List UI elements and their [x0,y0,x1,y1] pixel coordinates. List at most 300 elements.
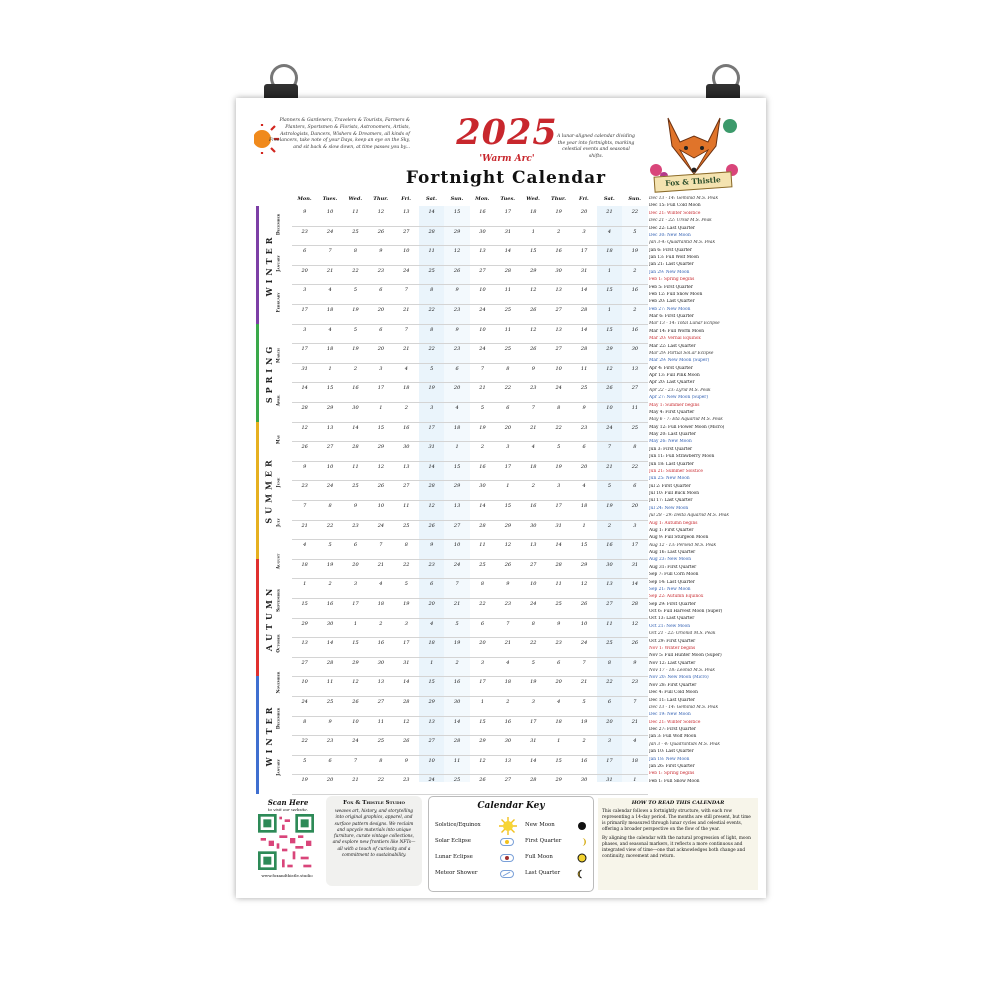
day-cell: 5 [328,542,332,549]
day-cell: 20 [453,385,461,392]
day-cell: 3 [303,287,307,294]
day-cell: 24 [326,228,334,235]
weekday-header: Sun. [628,196,641,202]
event-item: Aug 1: First Quarter [649,527,694,533]
day-cell: 8 [506,365,510,372]
event-item: Apr 20: Last Quarter [649,380,695,386]
day-cell: 19 [631,248,639,255]
day-cell: 20 [606,718,613,725]
day-cell: 6 [328,757,332,764]
day-cell: 7 [404,326,408,333]
how-to-read-box [598,798,758,890]
event-item: Feb 1: Spring begins [649,771,695,777]
fortnight-row [292,539,648,560]
day-cell: 31 [555,522,562,529]
day-cell: 13 [606,581,613,588]
day-cell: 27 [530,561,537,568]
day-cell: 2 [633,307,637,313]
day-cell: 22 [631,463,639,470]
lunar-eclipse-icon [500,854,514,862]
day-cell: 17 [352,601,359,607]
event-item: Dec 19: New Moon [649,712,691,718]
weekday-header: Wed. [526,196,540,202]
month-label: March [275,348,281,363]
event-item: Jan 3-4: Quadrantid M.S. Peak [649,240,716,246]
day-cell: 15 [606,326,613,333]
day-cell: 8 [633,444,637,451]
day-cell: 15 [352,640,359,647]
event-list [649,196,761,786]
day-cell: 1 [328,365,332,372]
day-cell: 18 [555,718,562,725]
day-cell: 21 [352,777,359,784]
day-cell: 23 [403,777,410,784]
event-item: May 26: New Moon [649,439,692,445]
event-item: Dec 15: Full Cold Moon [649,203,701,209]
day-cell: 20 [377,307,385,313]
day-cell: 14 [530,757,537,764]
day-cell: 11 [504,326,512,333]
day-cell: 11 [504,287,512,294]
day-cell: 13 [555,326,562,333]
day-cell: 23 [301,228,308,235]
day-cell: 20 [555,679,562,686]
day-cell: 26 [530,346,537,353]
event-item: Oct 29: First Quarter [649,638,696,644]
day-cell: 28 [326,659,334,666]
day-cell: 22 [377,777,385,784]
day-cell: 18 [580,503,588,509]
day-cell: 26 [504,561,512,568]
day-cell: 27 [403,483,410,490]
month-label: June [275,478,281,488]
day-cell: 17 [580,248,588,255]
day-cell: 14 [352,424,359,431]
day-cell: 2 [328,581,332,588]
weekday-header: Thur. [373,196,389,202]
day-cell: 13 [555,287,562,294]
day-cell: 30 [530,522,537,529]
day-cell: 30 [606,561,613,568]
day-cell: 5 [404,581,408,588]
day-cell: 2 [506,699,510,705]
day-cell: 1 [607,267,612,274]
day-cell: 30 [403,444,410,451]
event-item: Jul 17: Last Quarter [649,498,693,504]
event-item: Nov 17 - 18: Leonid M.S. Peak [649,668,716,673]
day-cell: 22 [428,307,435,313]
day-cell: 6 [353,542,358,549]
event-item: Mar 6: First Quarter [649,314,694,319]
fortnight-row [292,206,648,227]
day-cell: 30 [326,620,334,627]
fortnight-row [292,696,648,717]
day-cell: 3 [480,659,485,666]
day-cell: 24 [479,346,486,353]
day-cell: 2 [607,522,612,529]
key-solstice-label: Solstice/Equinox [435,822,481,828]
event-item: Dec 30: New Moon [649,232,691,238]
solar-eclipse-icon [500,838,514,846]
day-cell: 16 [479,209,486,215]
event-item: Jan 3: Full Wolf Moon [649,734,697,740]
day-cell: 31 [301,365,308,372]
day-cell: 13 [326,424,334,431]
day-cell: 26 [428,522,435,529]
event-item: Mar 13 - 14: Total Lunar Eclipse [649,321,720,327]
event-item: Aug 23: New Moon [649,557,691,563]
day-cell: 28 [504,267,512,274]
day-cell: 27 [403,228,410,235]
day-cell: 28 [555,561,562,568]
day-cell: 4 [303,542,307,549]
fortnight-row [292,363,648,384]
day-cell: 28 [352,444,359,451]
day-cell: 28 [530,777,537,784]
fortnight-row [292,324,648,345]
day-cell: 10 [326,463,334,470]
event-item: Dec 27: First Quarter [649,727,696,732]
day-cell: 18 [453,424,461,431]
event-item: Feb 1: Spring begins [649,277,695,283]
day-cell: 28 [403,699,410,705]
day-cell: 30 [555,267,562,274]
day-cell: 27 [428,738,435,745]
day-cell: 25 [326,699,334,705]
event-item: Feb 12: Full Snow Moon [649,291,703,297]
event-item: Aug 16: Last Quarter [649,550,696,555]
day-cell: 16 [504,718,512,725]
day-cell: 9 [328,718,332,725]
event-item: May 4: First Quarter [649,409,695,415]
event-item: Jan 10: Last Quarter [649,749,694,755]
day-cell: 30 [377,659,385,666]
fortnight-row [292,500,648,521]
day-cell: 16 [377,640,385,647]
event-item: Mar 14: Full Worm Moon [649,328,705,334]
day-cell: 1 [633,777,637,784]
day-cell: 13 [504,757,512,764]
day-cell: 5 [557,444,561,451]
event-item: Aug 31: First Quarter [649,564,697,570]
event-item: Mar 22: Last Quarter [649,343,696,349]
day-cell: 22 [631,209,639,215]
event-item: Apr 13: Full Pink Moon [649,373,700,378]
fortnight-row [292,304,648,325]
day-cell: 14 [580,326,588,333]
day-cell: 3 [506,444,510,451]
day-cell: 15 [479,718,486,725]
day-cell: 9 [379,248,383,255]
day-cell: 29 [555,777,562,784]
day-cell: 29 [377,444,385,451]
day-cell: 3 [582,228,586,235]
event-item: Jan 29: New Moon [649,269,690,275]
day-cell: 27 [504,777,512,784]
day-cell: 19 [555,463,562,470]
fortnight-row [292,618,648,639]
day-cell: 9 [303,463,307,470]
day-cell: 13 [530,542,537,549]
day-cell: 30 [479,483,486,490]
day-cell: 25 [352,483,359,490]
day-cell: 12 [352,679,359,686]
day-cell: 21 [453,601,461,607]
day-cell: 27 [631,385,639,392]
day-cell: 31 [631,561,639,568]
day-cell: 22 [606,679,613,686]
day-cell: 10 [479,287,486,294]
day-cell: 14 [403,679,410,686]
event-item: Aug 12 - 13: Perseid M.S. Peak [649,542,717,548]
day-cell: 2 [531,483,535,490]
day-cell: 9 [557,620,561,627]
event-item: Feb 5: First Quarter [649,284,693,290]
weekday-header: Mon. [475,196,490,202]
day-cell: 9 [633,659,637,666]
fortnight-row [292,382,648,403]
day-cell: 31 [403,659,410,666]
day-cell: 11 [453,757,461,764]
day-cell: 28 [631,601,639,607]
day-cell: 5 [582,699,586,705]
event-item: May 20: Last Quarter [649,432,696,437]
event-item: Dec 22: Last Quarter [649,225,695,231]
day-cell: 21 [403,307,410,313]
day-cell: 11 [352,463,359,470]
day-cell: 25 [453,777,461,784]
day-cell: 23 [352,522,359,529]
event-item: Oct 6: Full Harvest Moon (Super) [649,609,723,614]
day-cell: 22 [555,424,562,431]
day-cell: 17 [428,424,435,431]
day-cell: 25 [479,561,486,568]
day-cell: 1 [379,405,383,411]
day-cell: 8 [480,581,485,588]
fortnight-row [292,343,648,364]
day-cell: 18 [631,757,639,764]
key-solar-eclipse-label: Solar Eclipse [435,838,471,844]
month-label: April [275,394,281,407]
day-cell: 4 [531,444,535,451]
day-cell: 17 [504,463,512,470]
day-cell: 17 [301,346,308,353]
event-item: Feb 20: Last Quarter [649,299,695,305]
day-cell: 12 [479,757,486,764]
day-cell: 25 [580,385,588,392]
day-cell: 23 [453,346,461,353]
day-cell: 25 [631,424,639,431]
day-cell: 30 [631,346,639,353]
day-cell: 21 [377,561,385,568]
event-item: May 12: Full Flower Moon (Micro) [649,424,725,430]
day-cell: 23 [326,738,334,745]
day-cell: 26 [580,601,588,607]
qr-code-icon[interactable] [258,814,314,870]
event-item: Dec 13 - 14: Geminid M.S. Peak [649,704,719,710]
day-cell: 22 [504,385,512,392]
day-cell: 10 [301,679,308,686]
fortnight-row [292,284,648,305]
event-item: Jan 3 - 4: Quadrantids M.S. Peak [649,741,720,747]
day-cell: 24 [606,424,613,431]
day-cell: 19 [352,307,359,313]
day-cell: 20 [479,640,486,647]
day-cell: 17 [555,503,562,509]
day-cell: 18 [606,248,613,255]
day-cell: 15 [377,424,385,431]
day-cell: 16 [326,601,334,607]
day-cell: 6 [506,405,510,411]
day-cell: 12 [504,542,512,549]
month-label: November [275,672,281,694]
day-cell: 23 [453,307,461,313]
day-cell: 8 [353,248,358,255]
day-cell: 16 [479,463,486,470]
intro-text: Planners & Gardeners, Travelers & Tourists, Farmers & Planters, Sportsmen & Florists, Astronomers, Artists, Astrologists, Dancers, Wishers & Dreamers, all kinds of Freelancers, take note of your Days, keep an eye on the Sky, and sit back & slow down, at time passes you by... [268,118,410,151]
day-cell: 14 [301,385,308,392]
calendar-key [428,796,594,892]
day-cell: 26 [403,738,410,745]
day-cell: 5 [607,483,612,490]
day-cell: 12 [377,463,385,470]
day-cell: 18 [504,679,512,686]
day-cell: 20 [580,209,588,215]
event-item: Dec 4: Full Cold Moon [649,690,698,696]
day-cell: 21 [606,463,613,470]
scan-title: Scan Here [267,798,309,807]
day-cell: 7 [607,444,612,451]
day-cell: 14 [580,287,588,294]
key-new-moon-label: New Moon [525,822,555,828]
event-item: Dec 21: Winter Solstice [649,719,701,725]
day-cell: 13 [453,503,461,509]
day-cell: 25 [606,640,613,647]
day-cell: 23 [530,385,537,392]
day-cell: 16 [453,679,461,686]
event-item: Dec 21: Winter Solstice [649,210,701,216]
meteor-shower-icon [500,870,514,878]
day-cell: 14 [428,463,435,470]
day-cell: 26 [530,307,537,313]
day-cell: 9 [531,365,535,372]
day-cell: 10 [428,757,435,764]
day-cell: 13 [301,640,308,647]
day-cell: 18 [326,307,334,313]
day-cell: 8 [531,620,535,627]
day-cell: 26 [377,228,385,235]
day-cell: 7 [328,248,332,255]
day-cell: 6 [379,326,383,333]
website-url[interactable]: www.foxandthistle.studio [261,873,313,878]
day-cell: 6 [303,248,307,255]
day-cell: 22 [479,601,486,607]
fortnight-row [292,755,648,776]
day-cell: 5 [353,287,358,294]
event-item: Apr 4: First Quarter [649,365,693,371]
season-label: SPRING [264,342,274,403]
day-cell: 19 [301,777,308,784]
season-band [256,206,277,324]
fortnight-row [292,716,648,737]
day-cell: 26 [301,444,308,451]
event-item: Jan 26: First Quarter [649,763,695,769]
day-cell: 9 [303,209,307,215]
day-cell: 11 [403,503,410,509]
day-cell: 11 [555,581,562,588]
day-cell: 4 [404,365,408,372]
day-cell: 28 [301,405,308,411]
weekday-header: Thur. [551,196,566,202]
day-cell: 7 [303,503,307,509]
day-cell: 15 [530,248,537,255]
day-cell: 17 [504,209,512,215]
event-item: Nov 12: Last Quarter [649,660,696,666]
day-cell: 9 [506,581,510,588]
event-item: Jun 3: First Quarter [649,446,693,452]
day-cell: 4 [506,659,510,666]
day-cell: 10 [352,718,359,725]
event-item: Jan 6: First Quarter [649,247,692,253]
day-cell: 3 [430,405,434,411]
day-cell: 1 [506,483,510,490]
event-item: Oct 13: Last Quarter [649,616,695,622]
day-cell: 19 [326,561,334,568]
day-cell: 16 [631,287,639,294]
day-cell: 30 [352,405,359,411]
day-cell: 16 [530,503,537,509]
day-cell: 21 [326,267,334,274]
day-cell: 10 [580,620,588,627]
day-cell: 4 [430,620,434,627]
day-cell: 8 [404,542,408,549]
day-cell: 22 [530,640,537,647]
month-label: July [275,517,281,527]
fortnight-row [292,578,648,599]
day-cell: 15 [428,679,435,686]
day-cell: 24 [555,385,562,392]
day-cell: 3 [303,326,307,333]
day-cell: 7 [455,581,459,588]
day-cell: 12 [631,620,639,627]
event-item: Dec 21 - 22: Ursid M.S. Peak [649,218,712,224]
fortnight-row [292,461,648,482]
first-quarter-icon [577,837,587,847]
weekday-header: Sun. [450,196,464,202]
day-cell: 4 [455,405,459,411]
day-cell: 29 [606,346,613,353]
day-cell: 5 [455,620,459,627]
day-cell: 5 [531,659,535,666]
event-item: Dec 11: Last Quarter [649,697,695,703]
day-cell: 27 [555,346,562,353]
day-cell: 21 [504,640,512,647]
studio-title: Fox & Thistle Studio [343,800,405,806]
tagline: A lunar-aligned calendar dividing the year into fortnights, marking celestial events and seasonal shifts. [557,134,635,159]
day-cell: 20 [326,777,334,784]
event-item: Jul 24: New Moon [649,505,689,511]
season-label: WINTER [264,233,274,297]
day-cell: 3 [557,483,561,490]
day-cell: 29 [479,738,486,745]
day-cell: 5 [430,365,434,372]
season-band [256,324,277,422]
event-item: Sep 29: First Quarter [649,601,696,607]
day-cell: 21 [580,679,588,686]
day-cell: 14 [555,542,562,549]
day-cell: 13 [479,248,486,255]
day-cell: 8 [328,503,332,509]
